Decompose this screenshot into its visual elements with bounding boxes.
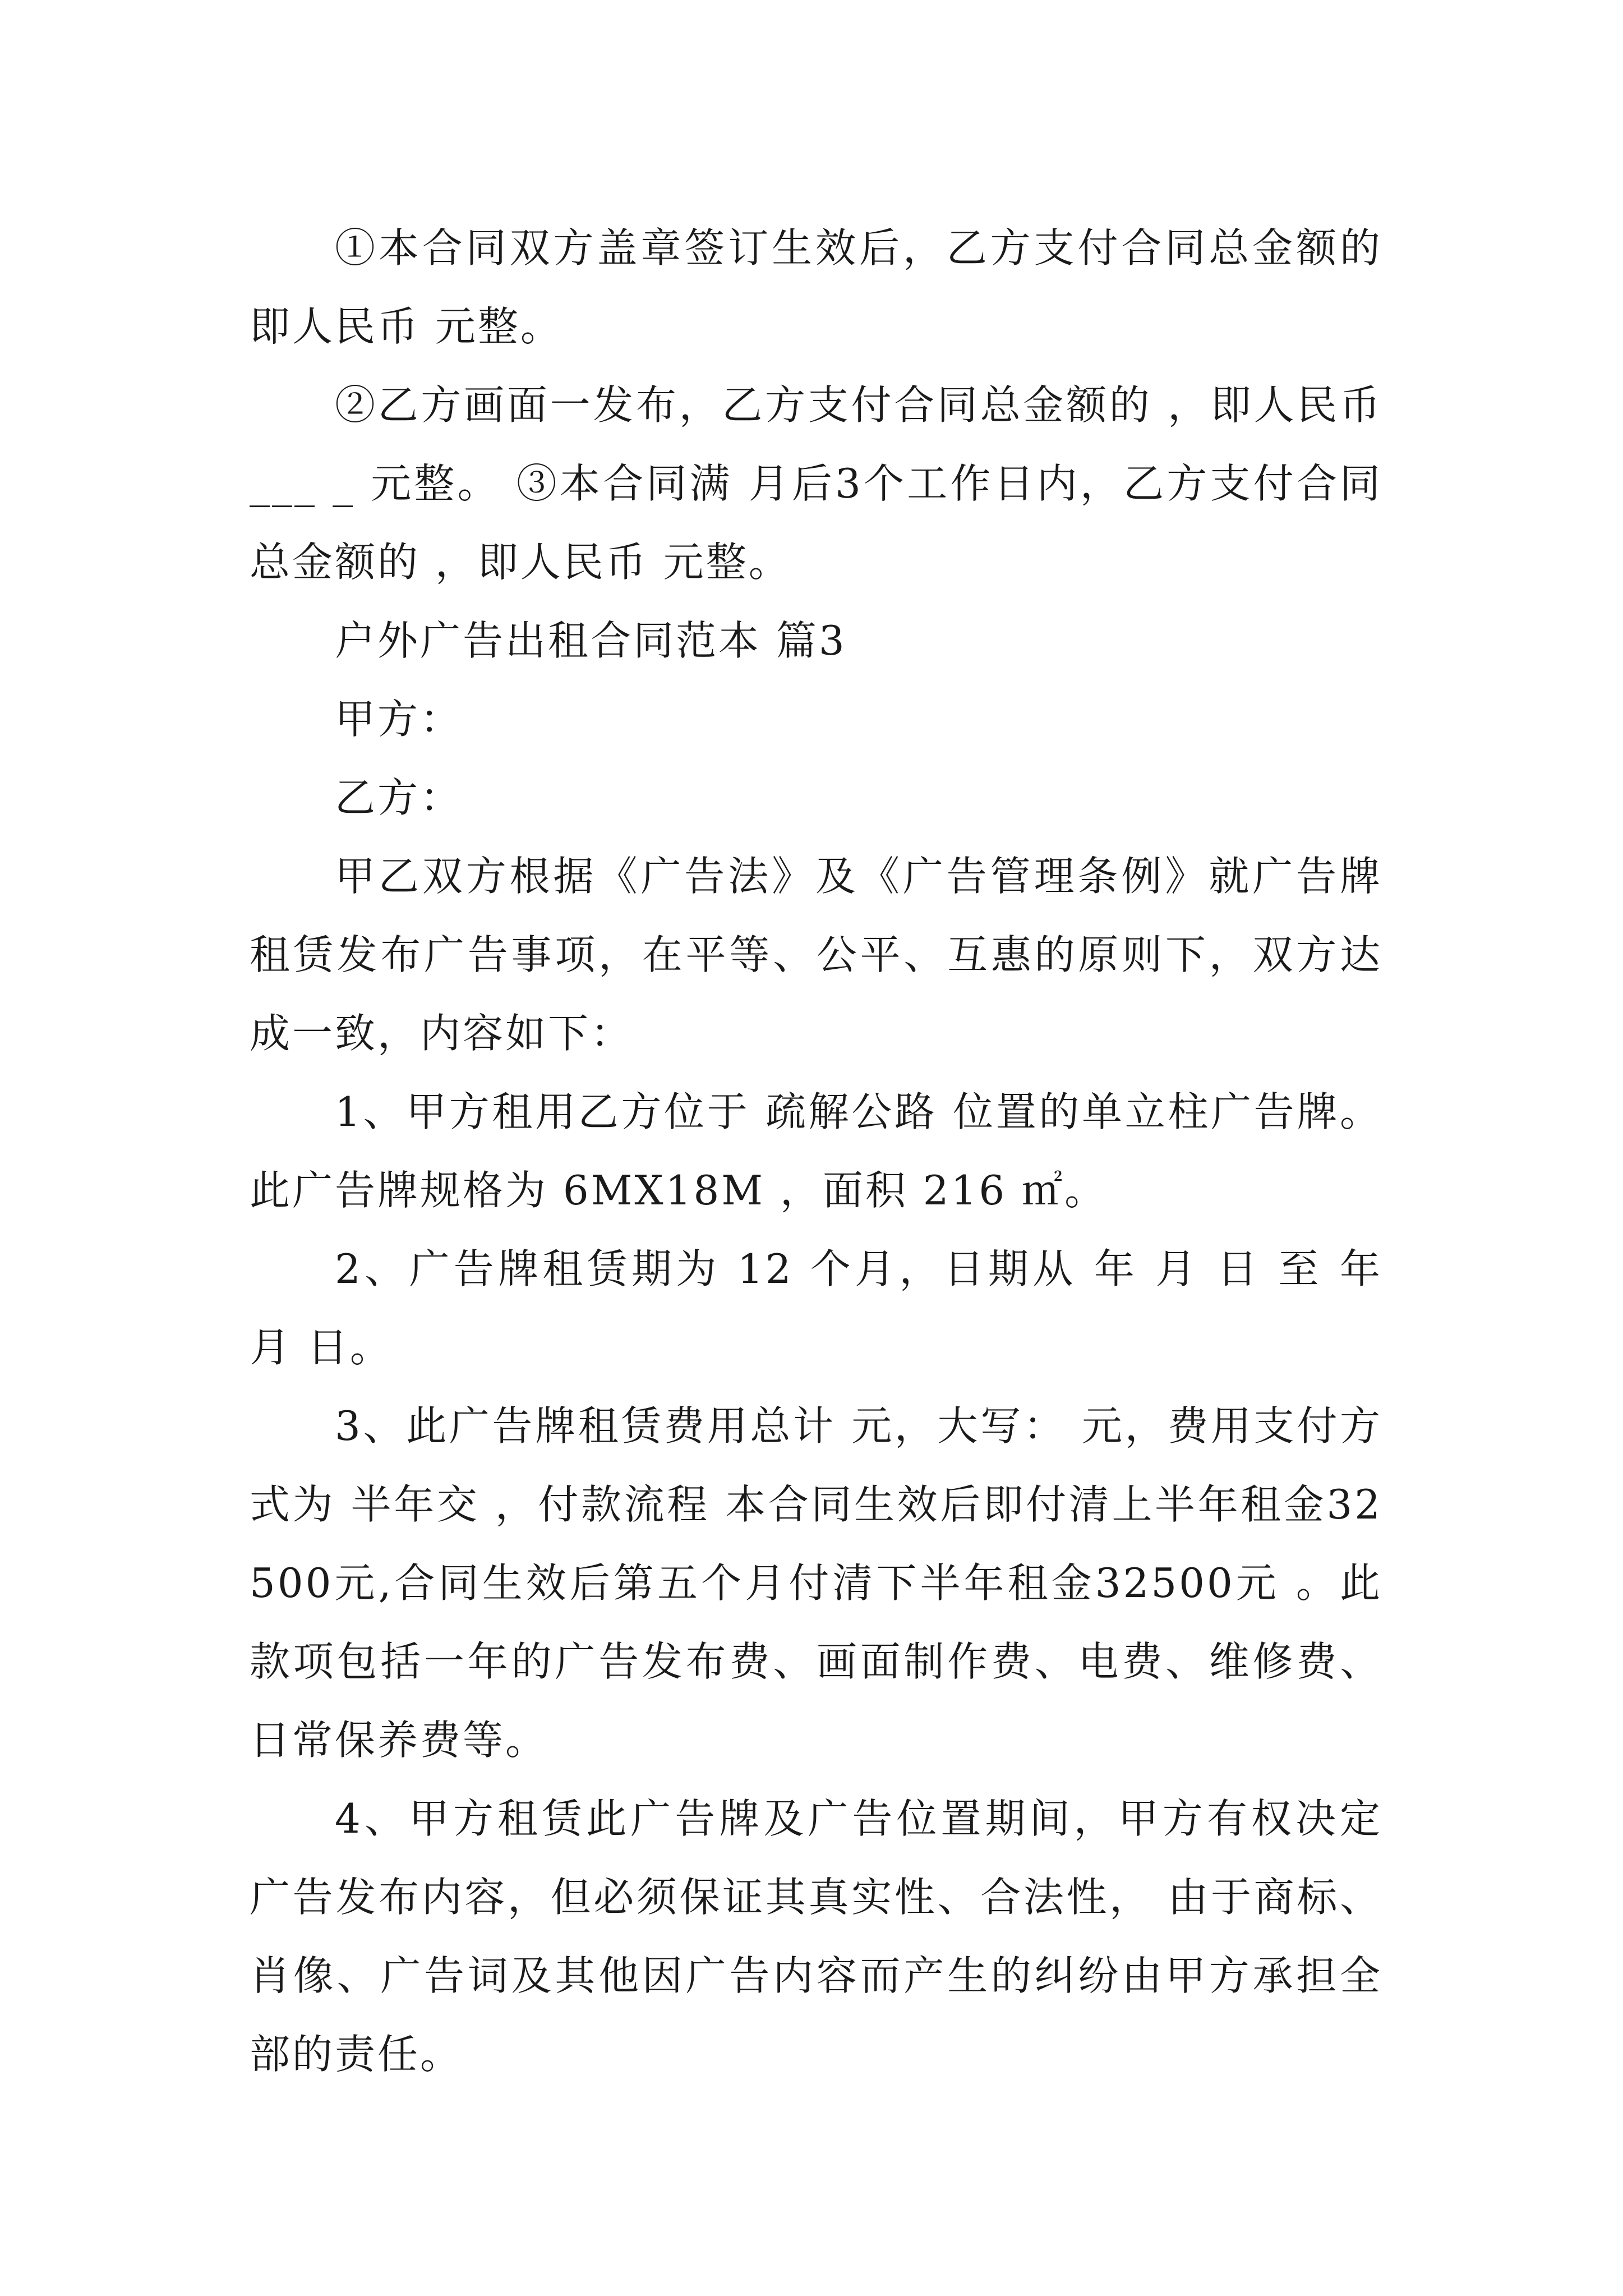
clause-4: 4、甲方租赁此广告牌及广告位置期间，甲方有权决定广告发布内容，但必须保证其真实性、合法性， 由于商标、肖像、广告词及其他因广告内容而产生的纠纷由甲方承担全部的责任。 xyxy=(250,1795,1382,2078)
party-a-line: 甲方： xyxy=(335,696,463,743)
paragraph-payment-1: ①本合同双方盖章签订生效后，乙方支付合同总金额的即人民币 元整。 xyxy=(250,224,1382,350)
clause-3: 3、此广告牌租赁费用总计 元，大写： 元，费用支付方式为 半年交 ，付款流程 本合同生效后即付清上半年租金32500元,合同生效后第五个月付清下半年租金32500元 。此款项包括一年的广告发布费、画面制作费、电费、维修费、日常保养费等。 xyxy=(250,1402,1382,1764)
clause-1: 1、甲方租用乙方位于 疏解公路 位置的单立柱广告牌。此广告牌规格为 6MX18M ，面积 216 ㎡。 xyxy=(250,1088,1382,1214)
party-b-line: 乙方： xyxy=(335,774,463,821)
document-body xyxy=(250,209,1398,2093)
clause-2: 2、广告牌租赁期为 12 个月，日期从 年 月 日 至 年 月 日。 xyxy=(250,1245,1398,1371)
paragraph-payment-2-3: ②乙方画面一发布，乙方支付合同总金额的 ，即人民币___ _ 元整。 ③本合同满 月后3个工作日内，乙方支付合同总金额的 ，即人民币 元整。 xyxy=(250,381,1382,586)
paragraph-preamble: 甲乙双方根据《广告法》及《广告管理条例》就广告牌租赁发布广告事项，在平等、公平、互惠的原则下，双方达成一致，内容如下： xyxy=(250,853,1382,1057)
section-heading: 户外广告出租合同范本 篇3 xyxy=(335,617,847,664)
